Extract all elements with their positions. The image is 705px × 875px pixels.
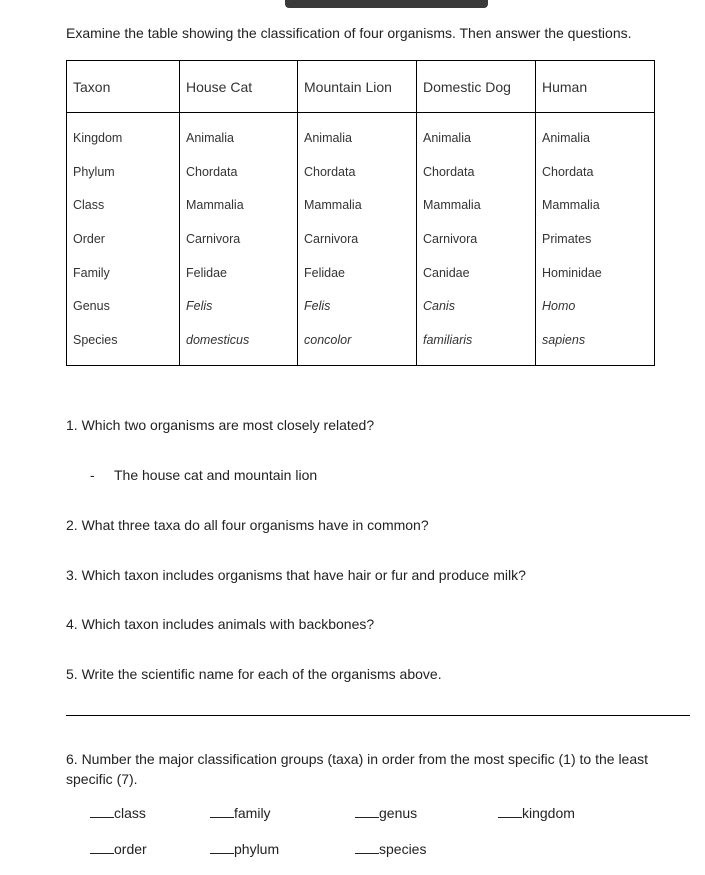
question-3: 3. Which taxon includes organisms that have hair or fur and produce milk? xyxy=(66,567,526,583)
table-cell: Felidae xyxy=(180,256,298,290)
table-cell: Felidae xyxy=(298,256,417,290)
question-6: 6. Number the major classification groups (taxa) in order from the most specific (1) to the least specific (7). xyxy=(66,751,649,787)
header-taxon: Taxon xyxy=(67,61,180,113)
table-row xyxy=(67,222,655,256)
blank-phylum: phylum xyxy=(210,840,279,857)
table-cell: Mammalia xyxy=(417,188,536,222)
intro-text: Examine the table showing the classification of four organisms. Then answer the questions. xyxy=(66,25,632,41)
fill-in-blank[interactable] xyxy=(498,804,522,818)
table-cell: domesticus xyxy=(180,323,298,365)
table-row xyxy=(67,113,655,155)
answer-dash: - xyxy=(90,467,95,483)
table-cell: Carnivora xyxy=(417,222,536,256)
table-cell: familiaris xyxy=(417,323,536,365)
taxon-cell: Kingdom xyxy=(67,113,180,155)
table-cell: Canidae xyxy=(417,256,536,290)
taxon-cell: Species xyxy=(67,323,180,365)
fill-in-blank[interactable] xyxy=(355,840,379,854)
fill-in-blank[interactable] xyxy=(90,840,114,854)
taxon-cell: Family xyxy=(67,256,180,290)
answer-1-text: The house cat and mountain lion xyxy=(114,467,318,483)
table-cell: Mammalia xyxy=(536,188,655,222)
table-row xyxy=(67,289,655,323)
header-human: Human xyxy=(536,61,655,113)
table-cell: Carnivora xyxy=(298,222,417,256)
table-cell: Animalia xyxy=(417,113,536,155)
table-row xyxy=(67,323,655,365)
question-2: 2. What three taxa do all four organisms have in common? xyxy=(66,517,429,533)
table-cell: sapiens xyxy=(536,323,655,365)
header-domestic-dog: Domestic Dog xyxy=(417,61,536,113)
table-cell: Mammalia xyxy=(298,188,417,222)
taxon-cell: Phylum xyxy=(67,155,180,189)
answer-1 xyxy=(90,467,317,483)
blank-kingdom: kingdom xyxy=(498,804,575,821)
taxon-cell: Order xyxy=(67,222,180,256)
table-cell: Animalia xyxy=(298,113,417,155)
table-cell: Felis xyxy=(298,289,417,323)
table-cell: Canis xyxy=(417,289,536,323)
table-cell: Primates xyxy=(536,222,655,256)
question-5: 5. Write the scientific name for each of the organisms above. xyxy=(66,666,442,682)
blank-genus: genus xyxy=(355,804,417,821)
table-cell: Mammalia xyxy=(180,188,298,222)
table-cell: concolor xyxy=(298,323,417,365)
top-tab-bar xyxy=(285,0,488,8)
table-cell: Chordata xyxy=(298,155,417,189)
taxon-cell: Class xyxy=(67,188,180,222)
header-mountain-lion: Mountain Lion xyxy=(298,61,417,113)
classification-table xyxy=(66,60,655,366)
table-header-row xyxy=(67,61,655,113)
table-cell: Chordata xyxy=(180,155,298,189)
blank-family: family xyxy=(210,804,271,821)
answer-line xyxy=(66,715,690,716)
table-cell: Animalia xyxy=(536,113,655,155)
header-house-cat: House Cat xyxy=(180,61,298,113)
table-row xyxy=(67,188,655,222)
table-row xyxy=(67,155,655,189)
taxon-cell: Genus xyxy=(67,289,180,323)
table-cell: Homo xyxy=(536,289,655,323)
fill-in-blank[interactable] xyxy=(210,804,234,818)
blank-species: species xyxy=(355,840,426,857)
question-1: 1. Which two organisms are most closely related? xyxy=(66,417,375,433)
table-cell: Hominidae xyxy=(536,256,655,290)
table-cell: Chordata xyxy=(536,155,655,189)
blank-order: order xyxy=(90,840,147,857)
table-cell: Chordata xyxy=(417,155,536,189)
fill-in-blank[interactable] xyxy=(355,804,379,818)
fill-in-blank[interactable] xyxy=(90,804,114,818)
fill-in-blank[interactable] xyxy=(210,840,234,854)
table-cell: Felis xyxy=(180,289,298,323)
table-row xyxy=(67,256,655,290)
table-cell: Animalia xyxy=(180,113,298,155)
table-cell: Carnivora xyxy=(180,222,298,256)
question-4: 4. Which taxon includes animals with backbones? xyxy=(66,616,375,632)
blank-class: class xyxy=(90,804,146,821)
